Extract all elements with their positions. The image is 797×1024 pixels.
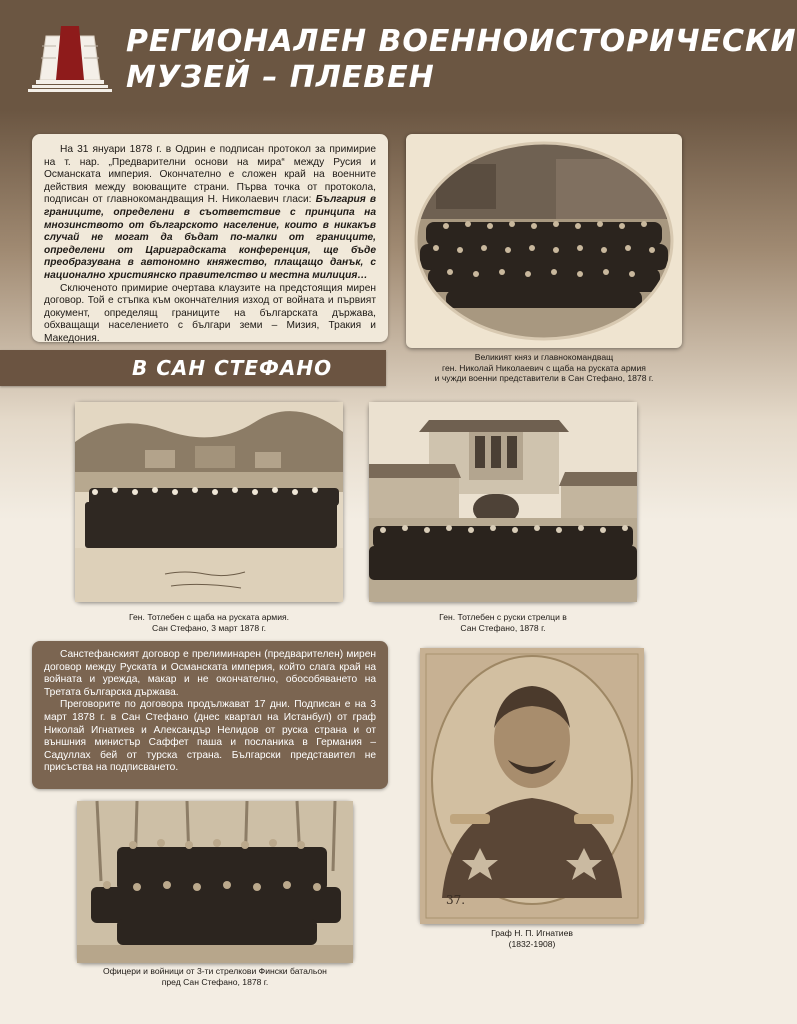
caption-line: Ген. Тотлебен с щаба на руската армия.: [128, 612, 290, 622]
caption-line: пред Сан Стефано, 1878 г.: [161, 976, 269, 987]
caption-line: Великият княз и главнокомандващ: [474, 352, 614, 362]
section-banner-label: В САН СТЕФАНО: [132, 356, 333, 380]
intro-paragraph-1: [44, 144, 376, 283]
intro-quote: България в границите, определени в съответствие с принципа на мнозинството от българското население, които в никакъв случай не могат да бъдат по-малки от границите, определени от Цариградската конференция, ще бъде преобразувана в автономно княжество, плащащо данък, с национално християнско правителство и местна милиция…: [44, 194, 376, 281]
photo-ignatiev-portrait: [420, 648, 644, 924]
header: [0, 0, 797, 115]
photo-totleben-staff: [75, 402, 343, 602]
intro-paragraph-2: Сключеното примирие очертава клаузите на предстоящия мирен договор. Той е стъпка към окончателния изход от войната и първият документ, определящ границите на българската държава, обхващащи населението с българи земи – Мизия, Тракия и Македония.: [44, 282, 376, 344]
caption-line: Сан Стефано, 1878 г.: [460, 622, 546, 633]
treaty-text-box: [32, 641, 388, 789]
title-line-1: РЕГИОНАЛЕН ВОЕННОИСТОРИЧЕСКИ: [126, 24, 797, 59]
caption-line: Граф Н. П. Игнатиев: [491, 928, 573, 938]
treaty-paragraph-1: Санстефанският договор е прелиминарен (предварителен) мирен договор между Руската и Османската империя, който слага край на войната и урежда, макар и не окончателно, обособяването на Третата българска държава.: [44, 649, 376, 698]
intro-text: На 31 януари 1878 г. в Одрин е подписан протокол за примирие на т. нар. „Предварителни основи на мира“ между Русия и Османската империя. Окончателно е сложен край на военните действия между воюващите страни. Първа точка от протокола, подписан от главнокомандващия Н. Николаевич гласи:: [44, 144, 376, 206]
photo-totleben-rifles: [369, 402, 637, 602]
intro-text-box: [32, 134, 388, 342]
caption-line: Офицери и войници от 3-ти стрелкови Фински батальон: [103, 966, 327, 976]
caption-ignatiev: [420, 928, 644, 949]
museum-logo-icon: [28, 22, 112, 96]
caption-finnish-battalion: [60, 966, 370, 987]
page-title: [126, 24, 797, 96]
photo-number: 37.: [446, 893, 466, 907]
caption-totleben-rifles: [369, 612, 637, 633]
photo-finnish-battalion: [77, 801, 353, 963]
caption-grand-duke-staff: [396, 352, 692, 384]
title-line-2: МУЗЕЙ – ПЛЕВЕН: [126, 60, 435, 95]
treaty-paragraph-2: Преговорите по договора продължават 17 дни. Подписан е на 3 март 1878 г. в Сан Стефано (днес квартал на Истанбул) от граф Николай Игнатиев и Александър Нелидов от руска страна и от външния министър Саффет паша и посланика в Германия – Садуллах бей от турска страна. Български представител не присъства на подписването.: [44, 699, 376, 774]
photo-grand-duke-staff: [406, 134, 682, 348]
caption-line: Ген. Тотлебен с руски стрелци в: [439, 612, 567, 622]
caption-totleben-staff: [75, 612, 343, 633]
caption-line: Сан Стефано, 3 март 1878 г.: [152, 622, 266, 633]
caption-line: (1832-1908): [508, 938, 556, 949]
caption-line: и чужди военни представители в Сан Стефано, 1878 г.: [434, 373, 654, 383]
section-banner: [0, 350, 386, 386]
caption-line: ген. Николай Николаевич с щаба на руската армия: [442, 362, 646, 373]
